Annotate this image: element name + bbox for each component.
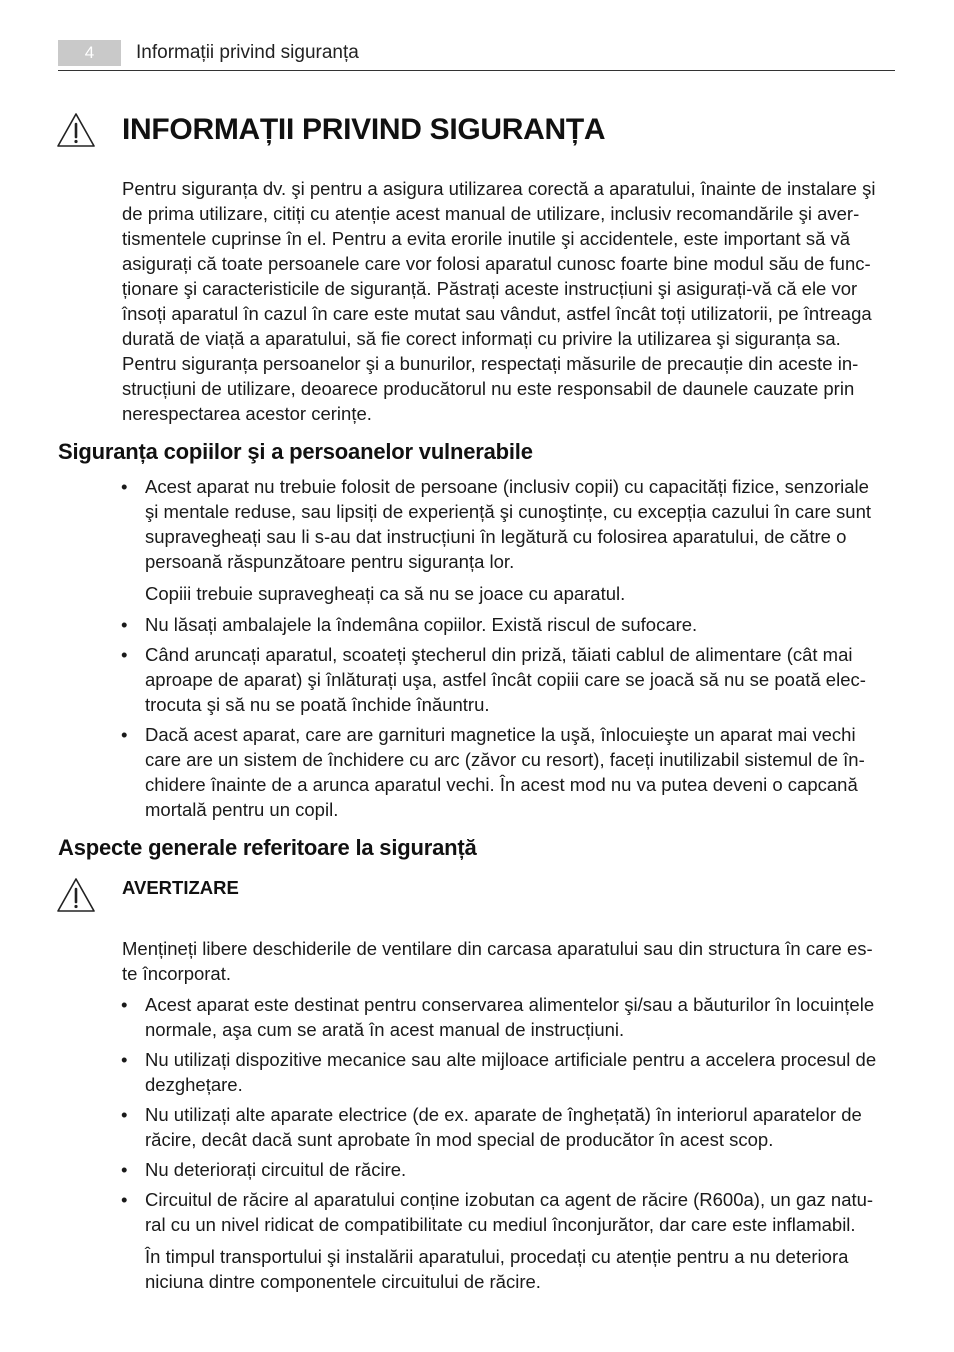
intro-line: strucțiuni de utilizare, deoarece producătorul nu este responsabil de daunele cauzate prin (122, 378, 855, 399)
list-item-line: Acest aparat nu trebuie folosit de persoane (inclusiv copii) cu capacități fizice, senzoriale (145, 476, 869, 497)
bullet-marker: • (121, 724, 128, 745)
bullet-marker: • (121, 1189, 128, 1210)
bullet-marker: • (121, 994, 128, 1015)
intro-line: ționare şi caracteristicile de siguranță. Păstrați aceste instrucțiuni şi asigurați-vă că ele vor (122, 278, 858, 299)
bullet-marker: • (121, 1104, 128, 1125)
bullet-marker: • (121, 1049, 128, 1070)
list-item (145, 722, 897, 822)
list-item (145, 642, 897, 717)
warning-line: Mențineți libere deschiderile de ventilare din carcasa aparatului sau din structura în care es- (122, 938, 873, 959)
bullet-marker: • (121, 644, 128, 665)
warning-triangle-icon (56, 112, 96, 148)
warning-paragraph (122, 936, 898, 986)
warning-label: AVERTIZARE (122, 877, 239, 898)
list-item (145, 612, 897, 637)
list-item-line: persoană răspunzătoare pentru siguranța lor. (145, 551, 515, 572)
warning-triangle-icon (56, 877, 96, 913)
list-item-line: Nu utilizați dispozitive mecanice sau alte mijloace artificiale pentru a accelera procesul de (145, 1049, 877, 1070)
list-item (145, 474, 897, 574)
list-item-line: care are un sistem de închidere cu arc (zăvor cu resort), faceți inutilizabil sistemul de în- (145, 749, 865, 770)
list-item-line: Dacă acest aparat, care are garnituri magnetice la uşă, înlocuieşte un aparat mai vechi (145, 724, 856, 745)
intro-line: tismentele cuprinse în el. Pentru a evita erorile inutile şi accidentele, este important să vă (122, 228, 851, 249)
list-item-line: răcire, decât dacă sunt aprobate în mod special de producător în acest scop. (145, 1129, 774, 1150)
list-item-line: trocuta şi să nu se poată închide înăuntru. (145, 694, 490, 715)
warning-line: te încorporat. (122, 963, 232, 984)
page-title: INFORMAȚII PRIVIND SIGURANȚA (122, 113, 606, 146)
list-item-line: şi mentale reduse, sau lipsiți de experiență şi cunoştințe, cu excepția cazului în care sunt (145, 501, 872, 522)
list-item-note: Copiii trebuie supravegheați ca să nu se joace cu aparatul. (145, 583, 626, 604)
intro-line: Pentru siguranța dv. şi pentru a asigura utilizarea corectă a aparatului, înainte de instalare şi (122, 178, 876, 199)
intro-line: nerespectarea acestor cerințe. (122, 403, 372, 424)
list-item-line: supravegheați sau li s-au dat instrucțiuni în legătură cu folosirea aparatului, de către o (145, 526, 847, 547)
list-item (145, 1157, 897, 1182)
bullet-marker: • (121, 614, 128, 635)
list-item-line: normale, aşa cum se arată în acest manual de instrucțiuni. (145, 1019, 625, 1040)
list-item-line: chidere înainte de a arunca aparatul vechi. În acest mod nu va putea deveni o capcană (145, 774, 858, 795)
intro-line: Pentru siguranța persoanelor şi a bunurilor, respectați măsurile de precauție din aceste in- (122, 353, 859, 374)
intro-line: de prima utilizare, citiți cu atenție acest manual de utilizare, inclusiv recomandările şi aver- (122, 203, 860, 224)
list-item-line: În timpul transportului şi instalării aparatului, procedați cu atenție pentru a nu deteriora (145, 1246, 849, 1267)
list-item-line: Acest aparat este destinat pentru conservarea alimentelor şi/sau a băuturilor în locuințele (145, 994, 875, 1015)
intro-paragraph (122, 176, 898, 426)
intro-line: asigurați că toate persoanele care vor folosi aparatul cunosc foarte bine modul său de func- (122, 253, 871, 274)
list-item-line: ral cu un nivel ridicat de compatibilitate cu mediul înconjurător, dar care este inflamabil. (145, 1214, 856, 1235)
intro-line: însoți aparatul în cazul în care este mutat sau vândut, astfel încât toți utilizatorii, pe întreaga (122, 303, 872, 324)
list-item (145, 992, 897, 1042)
list-item (145, 1187, 897, 1237)
list-item-line: Nu lăsați ambalajele la îndemâna copiilor. Există riscul de sufocare. (145, 614, 698, 635)
page-number: 4 (58, 40, 121, 66)
list-item-line: mortală pentru un copil. (145, 799, 339, 820)
list-item-line: niciuna dintre componentele circuitului de răcire. (145, 1271, 541, 1292)
list-item (145, 1102, 897, 1152)
section-heading-children-safety: Siguranța copiilor şi a persoanelor vulnerabile (58, 439, 533, 464)
list-item (145, 1047, 897, 1097)
list-item-line: aproape de aparat) şi înlăturați uşa, astfel încât copiii care se joacă să nu se poată elec- (145, 669, 866, 690)
bullet-marker: • (121, 476, 128, 497)
list-item-line: dezghețare. (145, 1074, 243, 1095)
running-header-title: Informații privind siguranța (136, 42, 359, 63)
intro-line: durată de viață a aparatului, să fie corect informați cu privire la utilizarea şi siguranța sa. (122, 328, 841, 349)
bullet-marker: • (121, 1159, 128, 1180)
list-item-note (145, 1244, 897, 1294)
header-divider (58, 70, 895, 71)
section-heading-general-safety: Aspecte generale referitoare la siguranță (58, 835, 477, 860)
list-item-line: Nu deteriorați circuitul de răcire. (145, 1159, 407, 1180)
list-item-line: Nu utilizați alte aparate electrice (de ex. aparate de înghețată) în interiorul aparatelor de (145, 1104, 862, 1125)
list-item-line: Când aruncați aparatul, scoateți ştecherul din priză, tăiati cablul de alimentare (cât mai (145, 644, 853, 665)
list-item-line: Circuitul de răcire al aparatului conține izobutan ca agent de răcire (R600a), un gaz natu- (145, 1189, 874, 1210)
